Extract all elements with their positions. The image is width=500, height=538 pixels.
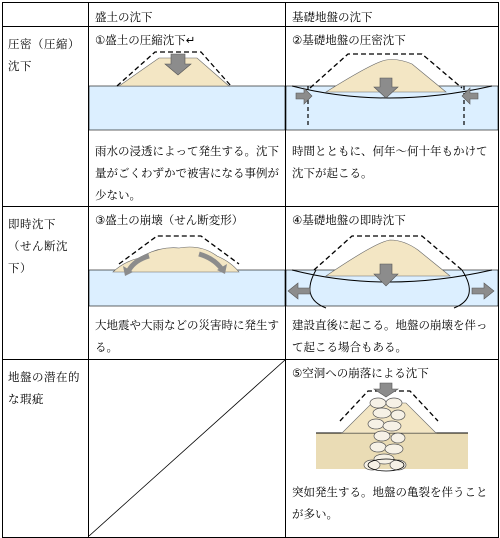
down-arrow-icon [374,383,398,397]
case-description: 時間とともに、何年～何十年もかけて沈下が起こる。 [292,144,488,180]
cell-cavity-collapse [286,360,499,538]
water-layer [89,86,285,130]
cell-foundation-consolidation [286,27,499,207]
diagonal-strike [89,360,285,536]
row-consolidation [3,27,499,207]
label-line: 沈下 [8,59,32,73]
diagram-cavity-collapse [286,381,498,481]
cell-embankment-compression [89,27,286,207]
row-label [3,207,89,360]
case-title: ④基礎地盤の即時沈下 [292,213,406,227]
header-row [3,3,499,27]
settlement-table [2,2,499,538]
cell-embankment-failure [89,207,286,360]
case-title: ⑤空洞への崩落による沈下 [292,366,429,380]
label-line: 圧密（圧縮） [8,37,80,51]
row-label [3,360,89,538]
label-line: な瑕疵 [8,392,44,406]
diagram-embankment-failure [89,228,285,314]
label-line: （せん断沈 [8,239,68,253]
label-line: 下） [8,261,32,275]
water-layer [89,270,285,306]
row-latent-defect [3,360,499,538]
diagram-embankment-compression [89,48,285,140]
case-title: ③盛土の崩壊（せん断変形） [95,213,244,227]
case-description: 雨水の浸透によって発生する。沈下量がごくわずかで被害になる事例が少ない。 [95,144,279,202]
case-description: 建設直後に起こる。地盤の崩壊を伴って起こる場合もある。 [292,318,488,354]
cell-foundation-immediate [286,207,499,360]
diagram-foundation-consolidation [286,48,498,140]
case-title: ①盛土の圧縮沈下↵ [95,33,196,47]
row-immediate [3,207,499,360]
label-line: 地盤の潜在的 [8,370,80,384]
cell-not-applicable [89,360,286,538]
case-title: ②基礎地盤の圧密沈下 [292,33,406,47]
row-label [3,27,89,207]
header-embankment: 盛土の沈下 [89,3,286,27]
label-line: 即時沈下 [8,217,56,231]
header-empty [3,3,89,27]
diagram-foundation-immediate [286,228,498,314]
header-foundation: 基礎地盤の沈下 [286,3,499,27]
case-description: 突如発生する。地盤の亀裂を伴うことが多い。 [292,485,488,521]
case-description: 大地震や大雨などの災害時に発生する。 [95,318,279,354]
